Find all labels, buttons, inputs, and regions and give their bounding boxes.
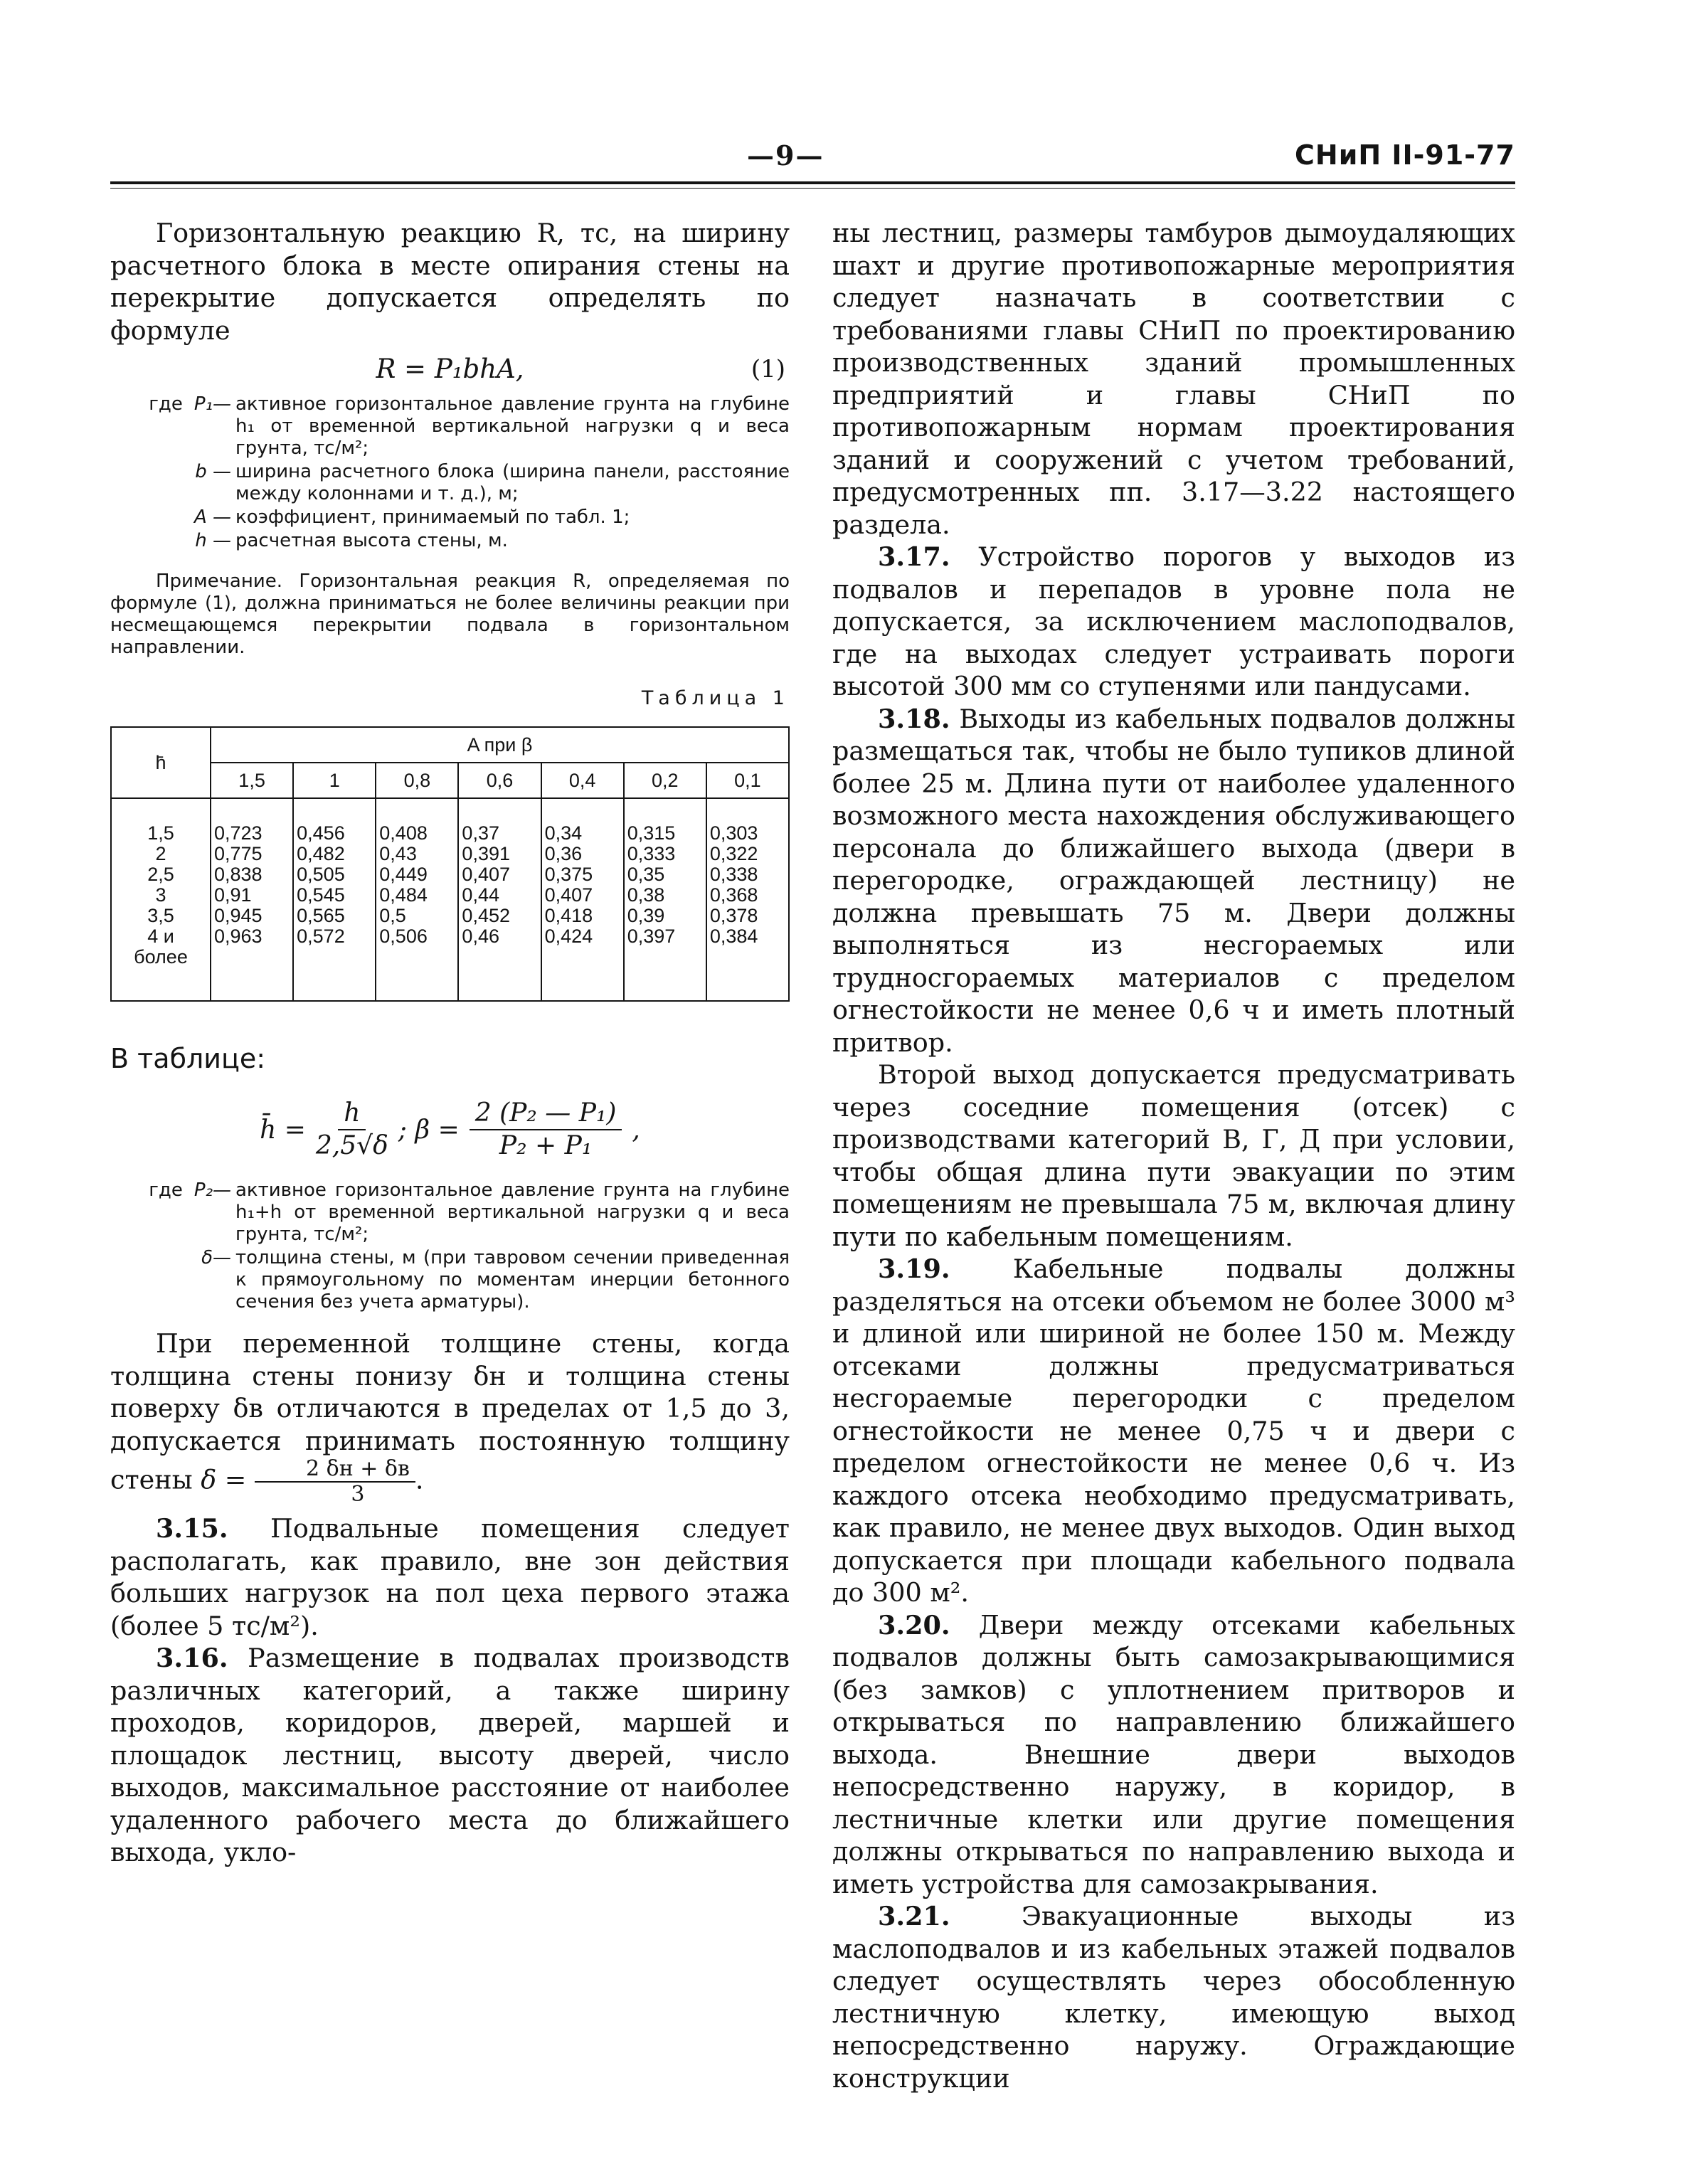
table-beta-header: 0,2	[624, 763, 706, 798]
table-cell: 2	[155, 843, 166, 864]
paragraph-continuation: ны лестниц, размеры тамбуров дымоудаляющих шахт и другие противопожарные мероприятия следует назначать в соответствии с требованиями главы СНиП по проектированию производственных зданий промышленных предприятий и главы СНиП по противопожарным нормам проектирования зданий и сооружений с учетом требований, предусмотренных пп. 3.17—3.22 настоящего раздела.	[832, 218, 1515, 540]
table-value-column	[706, 798, 789, 1001]
table-value-column	[624, 798, 706, 1001]
table-value-column	[376, 798, 458, 1001]
table-cell: 0,963	[214, 926, 263, 947]
table-cell: 1,5	[147, 822, 174, 844]
table-cell: 3	[155, 884, 166, 906]
symbol: A —	[193, 507, 231, 528]
var-eq-end: .	[415, 1464, 424, 1495]
table-beta-header: 1,5	[211, 763, 293, 798]
table-cell: 0,44	[462, 884, 499, 906]
definition-symbol	[110, 530, 235, 552]
table-cell: 0,43	[379, 843, 417, 864]
page-number: —9—	[747, 139, 824, 171]
section-text: Двери между отсеками кабельных подвалов должны быть самозакрывающимися (без замков) с уплотнением притворов и открываться по направлению ближайшего выхода. Внешние двери выходов непосредственно наружу, в коридор, в лестничные клетки или другие помещения должны открываться по направлению выхода и иметь устройства для самозакрывания.	[832, 1609, 1515, 1899]
definition-item	[110, 1180, 790, 1246]
table-cell: 0,37	[462, 822, 499, 844]
table-cell: 0,5	[379, 905, 406, 926]
table-1	[110, 726, 790, 1002]
section-number: 3.15.	[156, 1513, 228, 1544]
table-row	[111, 798, 789, 1001]
table-beta-header: 0,8	[376, 763, 458, 798]
table-h-column	[111, 798, 211, 1001]
table-cell: 0,397	[627, 926, 676, 947]
table-cell: 0,333	[627, 843, 676, 864]
table-cell: 0,38	[627, 884, 665, 906]
eq-beta-fraction	[470, 1098, 622, 1162]
definitions-1	[110, 393, 790, 552]
table-cell: 0,945	[214, 905, 263, 926]
table-cell: 0,506	[379, 926, 428, 947]
note: Примечание. Горизонтальная реакция R, определяемая по формуле (1), должна приниматься не более величины реакции при несмещающемся перекрытии подвала в горизонтальном направлении.	[110, 571, 790, 658]
table-cell: 0,36	[544, 843, 583, 864]
section-3-17	[832, 541, 1515, 703]
definition-text: активное горизонтальное давление грунта на глубине h₁ от временной вертикальной нагрузки q и веса грунта, тс/м²;	[235, 393, 790, 459]
definition-text: толщина стены, м (при тавровом сечении приведенная к прямоугольному по моментам инерции бетонного сечения без учета арматуры).	[235, 1247, 790, 1313]
table-cell: 0,572	[297, 926, 345, 947]
eq-end: ,	[632, 1115, 640, 1145]
eq-separator: ; β =	[398, 1115, 460, 1145]
table-header-group: A при β	[211, 727, 789, 763]
var-eq-lhs: δ =	[201, 1464, 247, 1495]
table-beta-header: 0,6	[458, 763, 541, 798]
table-cell: 0,46	[462, 926, 499, 947]
table-value-column	[541, 798, 624, 1001]
eq-beta-numerator: 2 (P₂ — P₁)	[470, 1098, 622, 1130]
table-cell: 0,775	[214, 843, 263, 864]
paragraph-second-exit: Второй выход допускается предусматривать через соседние помещения (отсек) с производствами категорий В, Г, Д при условии, чтобы общая длина пути эвакуации по этим помещениям не превышала 75 м, включая длину пути по кабельным помещениям.	[832, 1059, 1515, 1252]
definition-symbol	[110, 1247, 235, 1269]
section-3-15	[110, 1512, 790, 1642]
section-3-19	[832, 1253, 1515, 1609]
table-cell: 4 и	[147, 926, 174, 947]
table-cell: 0,384	[709, 926, 758, 947]
table-cell: 0,315	[627, 822, 676, 844]
table-cell: 0,505	[297, 864, 345, 885]
formula-1-number: (1)	[751, 355, 785, 383]
section-number: 3.20.	[878, 1609, 950, 1640]
table-cell: 0,424	[544, 926, 593, 947]
where-word: где	[149, 1180, 183, 1201]
table-cell: 0,449	[379, 864, 428, 885]
section-text: Выходы из кабельных подвалов должны размещаться так, чтобы не было тупиков длиной более 25 м. Длина пути от наиболее удаленного возможного места нахождения обслуживающего персонала до ближайшего выхода (двери в перегородке, ограждающей лестницу) не должна превышать 75 м. Двери должны выполняться из несгораемых или трудносгораемых материалов с пределом огнестойкости не менее 0,6 ч и иметь плотный притвор.	[832, 703, 1515, 1058]
table-cell: 0,565	[297, 905, 345, 926]
table-cell: 0,378	[709, 905, 758, 926]
definition-item	[110, 461, 790, 505]
section-text: Кабельные подвалы должны разделяться на отсеки объемом не более 3000 м³ и длиной или шириной не более 150 м. Между отсеками должны предусматриваться несгораемые перегородки с пределом огнестойкости не менее 0,75 ч и двери с пределом огнестойкости не менее 0,6 ч. Из каждого отсека необходимо предусматривать, как правило, не менее двух выходов. Один выход допускается при площади кабельного подвала до 300 м².	[832, 1253, 1515, 1608]
paragraph-variable-thickness	[110, 1327, 790, 1507]
symbol: P₂—	[193, 1180, 231, 1201]
formula-1	[110, 352, 790, 386]
section-text: Устройство порогов у выходов из подвалов и перепадов в уровне пола не допускается, за исключением маслоподвалов, где на выходах следует устраивать пороги высотой 300 мм со ступенями или пандусами.	[832, 541, 1516, 701]
section-text: Размещение в подвалах производств различных категорий, а также ширину проходов, коридоров, дверей, маршей и площадок лестниц, высоту дверей, число выходов, максимальное расстояние от наиболее удаленного рабочего места до ближайшего выхода, укло-	[110, 1643, 790, 1867]
section-3-16	[110, 1642, 790, 1869]
definition-text: коэффициент, принимаемый по табл. 1;	[235, 507, 630, 528]
table-cell: 0,91	[214, 884, 252, 906]
eq-hbar-numerator: h	[338, 1098, 366, 1130]
table-cell: 0,34	[544, 822, 583, 844]
right-column	[832, 217, 1515, 2094]
table-cell: 0,482	[297, 843, 345, 864]
section-number: 3.17.	[878, 541, 950, 572]
section-number: 3.16.	[156, 1643, 228, 1673]
header-rule-thin	[110, 188, 1515, 189]
section-text: Подвальные помещения следует располагать, как правило, вне зон действия больших нагрузок на пол цеха первого этажа (более 5 тс/м²).	[110, 1513, 790, 1641]
table-cell: более	[134, 946, 188, 968]
eq-beta-denominator: P₂ + P₁	[499, 1131, 593, 1160]
table-cell: 0,35	[627, 864, 665, 885]
table-beta-header: 1	[293, 763, 376, 798]
section-3-21	[832, 1900, 1515, 2094]
definitions-2	[110, 1180, 790, 1313]
section-number: 3.21.	[878, 1901, 950, 1931]
table-cell: 0,452	[462, 905, 510, 926]
eq-hbar-denominator: 2,5√δ	[315, 1131, 388, 1160]
var-eq-fraction	[255, 1457, 415, 1507]
table-cell: 0,322	[709, 843, 758, 864]
section-number: 3.18.	[878, 703, 950, 734]
paragraph-reaction: Горизонтальную реакцию R, тс, на ширину расчетного блока в месте опирания стены на перекрытие допускается определять по формуле	[110, 218, 790, 346]
table-value-column	[211, 798, 293, 1001]
definition-text: ширина расчетного блока (ширина панели, расстояние между колоннами и т. д.), м;	[235, 461, 790, 504]
definition-item	[110, 530, 790, 552]
header-rule	[110, 181, 1515, 184]
definition-text: активное горизонтальное давление грунта на глубине h₁+h от временной вертикальной нагрузки q и веса грунта, тс/м²;	[235, 1180, 790, 1245]
symbol: h —	[195, 530, 231, 551]
eq-hbar-lhs: h̄ =	[260, 1115, 306, 1145]
table-cell: 0,545	[297, 884, 345, 906]
document-code: СНиП II-91-77	[1295, 139, 1515, 171]
formula-1-expression: R = P₁bhA,	[376, 354, 524, 384]
symbol: P₁—	[193, 393, 231, 415]
symbol: δ—	[201, 1247, 231, 1268]
table-value-column	[293, 798, 376, 1001]
table-cell: 0,407	[462, 864, 510, 885]
var-eq-denominator: 3	[351, 1482, 365, 1507]
section-text: Эвакуационные выходы из маслоподвалов и из кабельных этажей подвалов следует осуществлять через обособленную лестничную клетку, имеющую выход непосредственно наружу. Ограждающие конструкции	[832, 1901, 1515, 2094]
definition-symbol	[110, 507, 235, 529]
section-3-20	[832, 1609, 1515, 1901]
table-cell: 3,5	[147, 905, 174, 926]
table-beta-row	[111, 763, 789, 798]
var-eq-numerator: 2 δн + δв	[255, 1457, 415, 1483]
left-column	[110, 217, 790, 1869]
table-cell: 0,838	[214, 864, 263, 885]
symbol: b —	[195, 461, 231, 482]
table-cell: 0,375	[544, 864, 593, 885]
definition-item	[110, 1247, 790, 1313]
equation-hbar-beta	[110, 1087, 790, 1172]
definition-symbol	[110, 461, 235, 483]
table-cell: 0,368	[709, 884, 758, 906]
definition-item	[110, 393, 790, 460]
table-cell: 0,456	[297, 822, 345, 844]
table-cell: 2,5	[147, 864, 174, 885]
table-cell: 0,338	[709, 864, 758, 885]
in-table-heading: В таблице:	[110, 1043, 266, 1074]
where-word: где	[149, 393, 183, 415]
table-cell: 0,408	[379, 822, 428, 844]
table-beta-header: 0,4	[541, 763, 624, 798]
table-cell: 0,391	[462, 843, 510, 864]
definition-item	[110, 507, 790, 529]
section-number: 3.19.	[878, 1253, 950, 1284]
eq-hbar-fraction	[316, 1098, 388, 1162]
table-cell: 0,723	[214, 822, 263, 844]
table-value-column	[458, 798, 541, 1001]
table-header-hbar: h̄	[111, 727, 211, 798]
var-text: При переменной толщине стены, когда толщина стены понизу δн и толщина стены поверху δв отличаются в пределах от 1,5 до 3, допускается принимать постоянную толщину стены	[110, 1328, 790, 1495]
table-caption: Таблица 1	[641, 687, 790, 709]
definition-text: расчетная высота стены, м.	[235, 530, 508, 551]
table-cell: 0,39	[627, 905, 665, 926]
definition-symbol	[110, 393, 235, 415]
table-cell: 0,407	[544, 884, 593, 906]
definition-symbol	[110, 1180, 235, 1202]
table-cell: 0,484	[379, 884, 428, 906]
table-cell: 0,303	[709, 822, 758, 844]
table-beta-header: 0,1	[706, 763, 789, 798]
section-3-18	[832, 703, 1515, 1059]
table-cell: 0,418	[544, 905, 593, 926]
